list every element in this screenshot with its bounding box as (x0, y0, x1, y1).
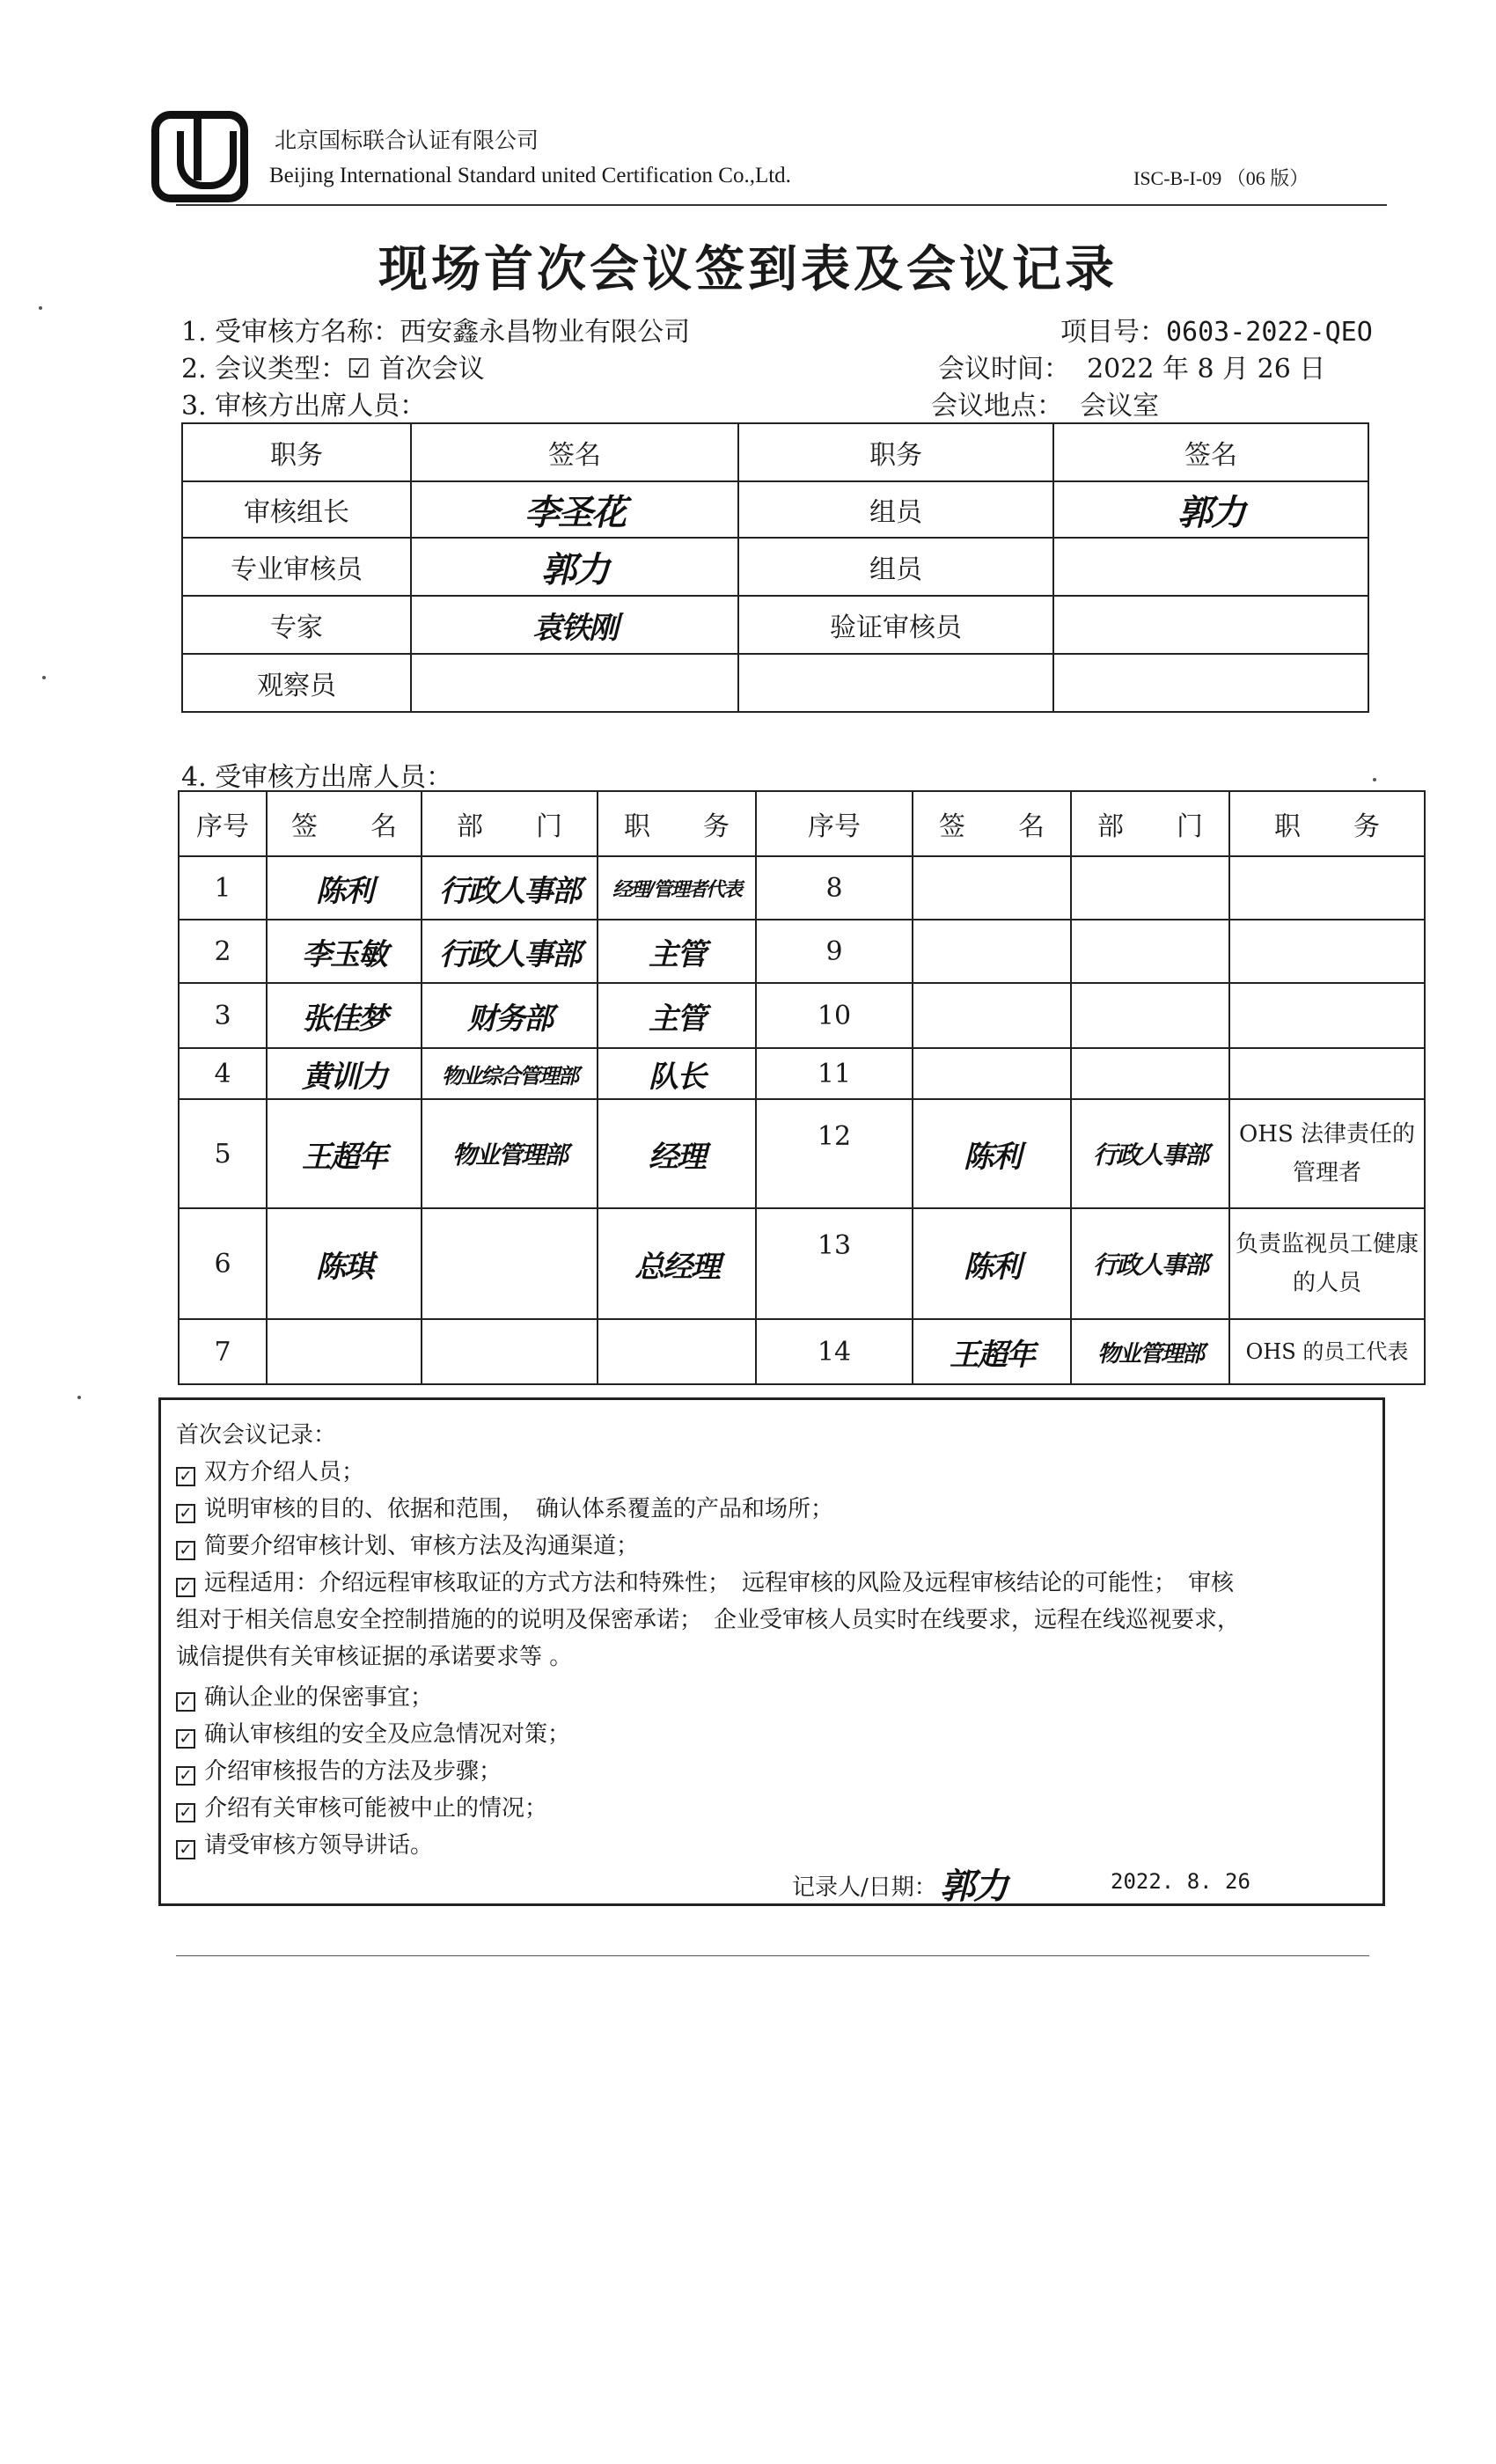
table-cell (1053, 596, 1368, 654)
table-cell: 2 (179, 920, 267, 983)
table-cell (1053, 538, 1368, 596)
checkbox-icon: ☑ (347, 354, 371, 385)
document-code: ISC-B-I-09 （06 版） (1133, 167, 1309, 189)
footer-divider (176, 1955, 1369, 1956)
signature: 李玉敏 (267, 920, 422, 983)
record-item: ✓ 介绍有关审核可能被中止的情况； (176, 1790, 547, 1822)
record-item-continued: 组对于相关信息安全控制措施的的说明及保密承诺； 企业受审核人员实时在线要求，远程在线巡视要求， (176, 1607, 1241, 1633)
checkbox-icon: ✓ (176, 1541, 195, 1560)
signature: 郭力 (411, 538, 738, 596)
table-row (179, 1319, 1425, 1384)
signature: 张佳梦 (267, 983, 422, 1048)
meeting-record-heading: 首次会议记录： (176, 1422, 337, 1448)
auditee-line: 1. 受审核方名称：西安鑫永昌物业有限公司 (181, 317, 691, 348)
signature: 王超年 (267, 1099, 422, 1208)
header-divider (176, 204, 1387, 206)
table-cell: 职 务 (1229, 791, 1425, 856)
table-cell (738, 654, 1053, 712)
signature: 陈琪 (267, 1208, 422, 1319)
table-cell: 6 (179, 1208, 267, 1319)
table-cell: 负责监视员工健康的人员 (1229, 1208, 1425, 1319)
signature: 黄训力 (267, 1048, 422, 1099)
table-cell: 签 名 (267, 791, 422, 856)
record-item-continued: 诚信提供有关审核证据的承诺要求等 。 (176, 1644, 573, 1670)
table-cell (1071, 920, 1229, 983)
auditee-attendees-label: 4. 受审核方出席人员： (181, 762, 453, 793)
page-title: 现场首次会议签到表及会议记录 (378, 241, 1118, 298)
table-cell: 物业管理部 (422, 1099, 598, 1208)
table-cell (1071, 1048, 1229, 1099)
table-cell: 验证审核员 (738, 596, 1053, 654)
table-row (179, 920, 1425, 983)
table-cell (1229, 920, 1425, 983)
table-cell: 组员 (738, 538, 1053, 596)
table-row (179, 983, 1425, 1048)
table-cell: 审核组长 (182, 481, 411, 538)
table-cell: 总经理 (598, 1208, 756, 1319)
table-cell: 队长 (598, 1048, 756, 1099)
company-logo (151, 111, 248, 202)
checkbox-icon: ✓ (176, 1504, 195, 1523)
checkbox-icon: ✓ (176, 1803, 195, 1822)
signature: 李圣花 (411, 481, 738, 538)
table-cell: 主管 (598, 920, 756, 983)
table-cell: 行政人事部 (422, 856, 598, 920)
table-row (182, 538, 1368, 596)
scan-speck (42, 676, 46, 679)
table-cell (913, 856, 1071, 920)
recorder-signature: 郭力 (940, 1866, 1007, 1907)
signature: 陈利 (913, 1099, 1071, 1208)
table-cell: 行政人事部 (1071, 1099, 1229, 1208)
table-cell: 12 (756, 1099, 913, 1208)
audit-team-table (181, 422, 1369, 713)
table-cell: 签 名 (913, 791, 1071, 856)
table-cell: 序号 (179, 791, 267, 856)
table-cell: 部 门 (1071, 791, 1229, 856)
table-cell (913, 983, 1071, 1048)
record-item: ✓ 双方介绍人员； (176, 1454, 364, 1486)
table-cell: 职 务 (598, 791, 756, 856)
meeting-place: 会议室 (1080, 391, 1160, 422)
table-cell: 行政人事部 (1071, 1208, 1229, 1319)
table-cell (598, 1319, 756, 1384)
company-name-cn: 北京国标联合认证有限公司 (275, 128, 539, 153)
table-cell (1071, 983, 1229, 1048)
table-row (179, 1048, 1425, 1099)
table-row (182, 481, 1368, 538)
table-row (182, 654, 1368, 712)
record-item: ✓ 远程适用：介绍远程审核取证的方式方法和特殊性； 远程审核的风险及远程审核结论的可能性； 审核 (176, 1565, 1234, 1597)
table-cell: 14 (756, 1319, 913, 1384)
table-cell: 签名 (411, 423, 738, 481)
table-cell (422, 1319, 598, 1384)
table-cell (267, 1319, 422, 1384)
record-item: ✓ 简要介绍审核计划、审核方法及沟通渠道； (176, 1528, 639, 1560)
table-cell: 观察员 (182, 654, 411, 712)
table-cell: 序号 (756, 791, 913, 856)
checkbox-icon: ✓ (176, 1729, 195, 1749)
scan-speck (77, 1396, 81, 1399)
table-cell: 经理/管理者代表 (598, 856, 756, 920)
table-cell (422, 1208, 598, 1319)
table-header-row (182, 423, 1368, 481)
table-cell: 物业管理部 (1071, 1319, 1229, 1384)
table-row (179, 1208, 1425, 1319)
table-cell (1071, 856, 1229, 920)
record-item: ✓ 确认企业的保密事宜； (176, 1679, 433, 1712)
table-cell: 财务部 (422, 983, 598, 1048)
signature: 陈利 (267, 856, 422, 920)
checkbox-icon: ✓ (176, 1578, 195, 1597)
table-row (179, 856, 1425, 920)
scan-speck (1373, 778, 1376, 781)
table-cell: 7 (179, 1319, 267, 1384)
record-item: ✓ 请受审核方领导讲话。 (176, 1827, 433, 1859)
auditee-attendees-table (178, 790, 1426, 1385)
table-cell: 3 (179, 983, 267, 1048)
table-row (182, 596, 1368, 654)
table-cell: 9 (756, 920, 913, 983)
table-cell: 经理 (598, 1099, 756, 1208)
table-cell (913, 920, 1071, 983)
signature: 袁铁刚 (411, 596, 738, 654)
table-cell: 部 门 (422, 791, 598, 856)
project-number: 0603-2022-QEO (1166, 317, 1373, 348)
table-cell (1229, 983, 1425, 1048)
meeting-type-line: 2. 会议类型：☑ 首次会议 (181, 354, 485, 385)
table-cell: 4 (179, 1048, 267, 1099)
scan-speck (39, 306, 42, 310)
meeting-type: 首次会议 (378, 354, 485, 385)
table-cell: 职务 (738, 423, 1053, 481)
table-row (179, 1099, 1425, 1208)
checkbox-icon: ✓ (176, 1467, 195, 1486)
company-name-en: Beijing International Standard united Certification Co.,Ltd. (269, 164, 791, 187)
table-cell: 专家 (182, 596, 411, 654)
table-cell (913, 1048, 1071, 1099)
signature: 王超年 (913, 1319, 1071, 1384)
checkbox-icon: ✓ (176, 1766, 195, 1786)
auditee-name: 西安鑫永昌物业有限公司 (400, 317, 691, 348)
table-cell (411, 654, 738, 712)
audit-team-label: 3. 审核方出席人员： (181, 391, 427, 422)
table-cell: 行政人事部 (422, 920, 598, 983)
record-item: ✓ 确认审核组的安全及应急情况对策； (176, 1716, 570, 1749)
table-cell: OHS 法律责任的管理者 (1229, 1099, 1425, 1208)
record-date: 2022. 8. 26 (1111, 1869, 1250, 1894)
record-item: ✓ 介绍审核报告的方法及步骤； (176, 1753, 502, 1786)
table-cell: 签名 (1053, 423, 1368, 481)
project-line: 项目号：0603-2022-QEO (1060, 317, 1373, 348)
signature: 陈利 (913, 1208, 1071, 1319)
meeting-time: 2022 年 8 月 26 日 (1087, 354, 1326, 385)
table-cell: 组员 (738, 481, 1053, 538)
table-cell: OHS 的员工代表 (1229, 1319, 1425, 1384)
checkbox-icon: ✓ (176, 1692, 195, 1712)
recorder-label: 记录人/日期： (792, 1874, 937, 1901)
meeting-place-line: 会议地点： 会议室 (931, 391, 1160, 422)
table-cell: 专业审核员 (182, 538, 411, 596)
signature: 郭力 (1053, 481, 1368, 538)
table-cell: 职务 (182, 423, 411, 481)
record-item: ✓ 说明审核的目的、依据和范围， 确认体系覆盖的产品和场所； (176, 1491, 833, 1523)
table-cell: 5 (179, 1099, 267, 1208)
table-cell: 物业综合管理部 (422, 1048, 598, 1099)
table-cell: 1 (179, 856, 267, 920)
table-cell: 11 (756, 1048, 913, 1099)
checkbox-icon: ✓ (176, 1840, 195, 1859)
table-cell: 10 (756, 983, 913, 1048)
meeting-time-line: 会议时间： 2022 年 8 月 26 日 (938, 354, 1326, 385)
table-cell (1053, 654, 1368, 712)
table-cell: 13 (756, 1208, 913, 1319)
table-cell (1229, 856, 1425, 920)
table-cell: 8 (756, 856, 913, 920)
table-header-row (179, 791, 1425, 856)
table-cell: 主管 (598, 983, 756, 1048)
table-cell (1229, 1048, 1425, 1099)
